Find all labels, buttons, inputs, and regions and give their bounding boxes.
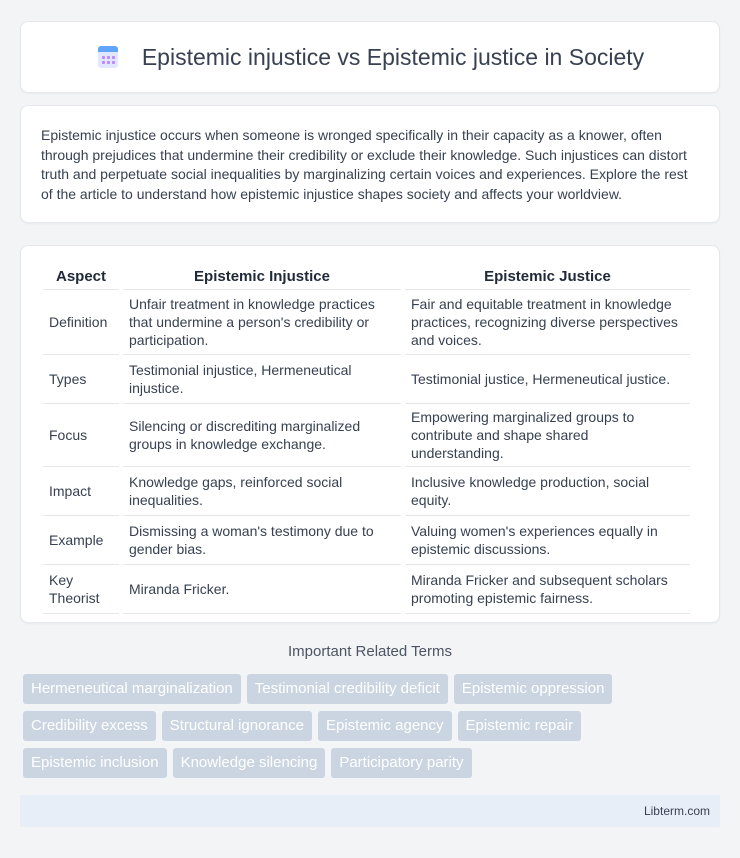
header-aspect: Aspect [43,264,119,290]
table-row [43,565,690,614]
intro-card [20,105,720,223]
cell-aspect: Impact [43,467,119,516]
cell-injustice: Silencing or discrediting marginalized groups in knowledge exchange. [123,404,401,467]
cell-justice: Fair and equitable treatment in knowledge practices, recognizing diverse perspectives and voices. [405,290,690,355]
comparison-table [39,264,694,614]
table-row [43,467,690,516]
related-terms-tags [20,674,720,778]
cell-aspect: Types [43,355,119,404]
cell-injustice: Dismissing a woman's testimony due to gender bias. [123,516,401,565]
related-terms-section [20,643,720,778]
title-card [20,21,720,93]
cell-justice: Miranda Fricker and subsequent scholars promoting epistemic fairness. [405,565,690,614]
comparison-table-card [20,245,720,623]
cell-justice: Inclusive knowledge production, social equity. [405,467,690,516]
tag-epistemic-agency[interactable]: Epistemic agency [318,711,452,741]
tag-epistemic-oppression[interactable]: Epistemic oppression [454,674,613,704]
intro-paragraph: Epistemic injustice occurs when someone is wronged specifically in their capacity as a knower, often through prejudices that undermine their credibility or exclude their knowledge. Such injustices can distort truth and perpetuate social inequalities by marginalizing certain voices and experiences. Explore the rest of the article to understand how epistemic injustice shapes society and affects your worldview. [41,127,688,202]
tag-hermeneutical-marginalization[interactable]: Hermeneutical marginalization [23,674,241,704]
cell-justice: Empowering marginalized groups to contribute and shape shared understanding. [405,404,690,467]
cell-justice: Testimonial justice, Hermeneutical justice. [405,355,690,404]
header-justice: Epistemic Justice [405,264,690,290]
cell-aspect: Definition [43,290,119,355]
cell-injustice: Testimonial injustice, Hermeneutical injustice. [123,355,401,404]
header-injustice: Epistemic Injustice [123,264,401,290]
tag-credibility-excess[interactable]: Credibility excess [23,711,156,741]
page-title: Epistemic injustice vs Epistemic justice in Society [141,43,645,70]
cell-aspect: Focus [43,404,119,467]
table-header-row [43,264,690,290]
footer [20,795,720,827]
related-terms-title: Important Related Terms [288,643,452,660]
table-row [43,404,690,467]
table-row [43,290,690,355]
tag-participatory-parity[interactable]: Participatory parity [331,748,471,778]
footer-brand[interactable]: Libterm.com [643,804,710,818]
document-icon [96,44,120,70]
table-row [43,355,690,404]
cell-injustice: Knowledge gaps, reinforced social inequalities. [123,467,401,516]
tag-testimonial-credibility-deficit[interactable]: Testimonial credibility deficit [247,674,448,704]
cell-injustice: Miranda Fricker. [123,565,401,614]
cell-aspect: Key Theorist [43,565,119,614]
cell-injustice: Unfair treatment in knowledge practices that undermine a person's credibility or participation. [123,290,401,355]
tag-knowledge-silencing[interactable]: Knowledge silencing [173,748,326,778]
tag-epistemic-repair[interactable]: Epistemic repair [458,711,582,741]
tag-structural-ignorance[interactable]: Structural ignorance [162,711,312,741]
title-wrap [96,44,644,71]
cell-justice: Valuing women's experiences equally in epistemic discussions. [405,516,690,565]
cell-aspect: Example [43,516,119,565]
table-row [43,516,690,565]
tag-epistemic-inclusion[interactable]: Epistemic inclusion [23,748,167,778]
